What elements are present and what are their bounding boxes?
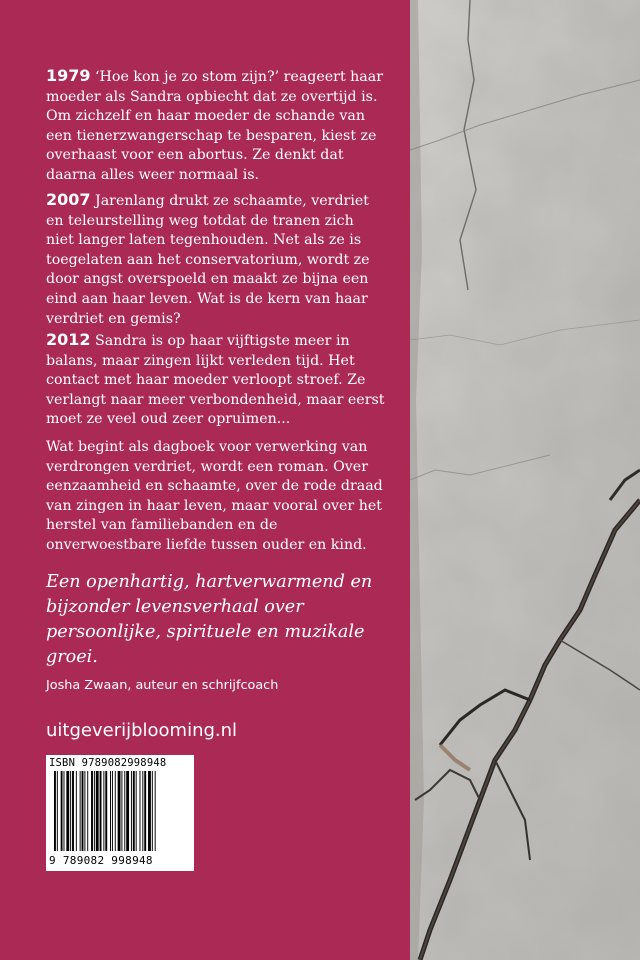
- barcode-bars: [50, 771, 190, 853]
- year-label: 1979: [46, 66, 91, 85]
- barcode-bar: [54, 771, 56, 851]
- paragraph-text: ‘Hoe kon je zo stom zijn?’ reageert haar moeder als Sandra opbiecht dat ze overtijd is. Om zichzelf en haar moeder de schande van een tienerzwangerschap te besparen, kiest ze overhaast voor een abortus. Ze denkt dat daarna alles weer normaal is.: [46, 69, 383, 183]
- paragraph-1979: [46, 66, 386, 186]
- barcode-bar: [82, 771, 84, 851]
- barcode-bar: [91, 771, 93, 851]
- barcode-bar: [96, 771, 99, 851]
- barcode-bar: [84, 771, 85, 851]
- quote-attribution: Josha Zwaan, auteur en schrijfcoach: [46, 678, 279, 693]
- paragraph-text: Sandra is op haar vijftigste meer in balans, maar zingen lijkt verleden tijd. Het contact met haar moeder verloopt stroef. Ze verlangt naar meer verbondenheid, maar eerst moet ze veel oud zeer opruimen...: [46, 333, 385, 428]
- barcode-bar: [112, 771, 113, 851]
- paragraph-2012: [46, 330, 386, 430]
- barcode-bar: [144, 771, 146, 851]
- barcode-bar: [72, 771, 74, 851]
- year-label: 2012: [46, 330, 91, 349]
- barcode-bar: [124, 771, 125, 851]
- barcode-bar: [100, 771, 102, 851]
- cracked-concrete-image: [410, 0, 640, 960]
- barcode-bar: [148, 771, 151, 851]
- barcode-bar: [118, 771, 121, 851]
- barcode-bar: [76, 771, 77, 851]
- barcode-bar: [126, 771, 129, 851]
- isbn-label: ISBN 9789082998948: [49, 757, 167, 769]
- barcode-bar: [64, 771, 65, 851]
- barcode-bar: [110, 771, 111, 851]
- barcode-bar: [136, 771, 137, 851]
- barcode-bar: [105, 771, 107, 851]
- barcode-bar: [57, 771, 58, 851]
- concrete-texture: [410, 0, 640, 960]
- barcode-bar: [155, 771, 156, 851]
- paragraph-text: Jarenlang drukt ze schaamte, verdriet en teleurstelling weg totdat de tranen zich niet langer laten tegenhouden. Net als ze is toegelaten aan het conservatorium, wordt ze door angst overspoeld en maakt ze bijna een eind aan haar leven. Wat is de kern van haar verdriet en gemis?: [46, 193, 370, 327]
- barcode-bar: [103, 771, 104, 851]
- paragraph-summary: [46, 438, 386, 556]
- barcode-bar: [87, 771, 88, 851]
- endorsement-quote: Een openhartig, hartverwarmend en bijzonder levensverhaal over persoonlijke, spirituele en muzikale groei.: [46, 572, 373, 667]
- paragraph-2007: [46, 190, 386, 329]
- year-label: 2007: [46, 190, 91, 209]
- barcode-bar: [131, 771, 132, 851]
- barcode-bar: [140, 771, 141, 851]
- publisher-website[interactable]: uitgeverijblooming.nl: [46, 720, 238, 741]
- barcode-bar: [152, 771, 153, 851]
- barcode-bar: [142, 771, 143, 851]
- barcode-bar: [133, 771, 135, 851]
- paragraph-text: Wat begint als dagboek voor verwerking van verdrongen verdriet, wordt een roman. Over eenzaamheid en schaamte, over de rode draad van zingen in haar leven, maar vooral over het herstel van familiebanden en de onverwoestbare liefde tussen ouder en kind.: [46, 439, 383, 553]
- barcode-bar: [94, 771, 95, 851]
- isbn-barcode: [46, 755, 194, 871]
- barcode-bar: [121, 771, 122, 851]
- isbn-digits: 9 789082 998948: [49, 854, 153, 867]
- barcode-bar: [66, 771, 69, 851]
- barcode-bar: [61, 771, 63, 851]
- barcode-bar: [70, 771, 71, 851]
- barcode-bar: [115, 771, 116, 851]
- barcode-bar: [80, 771, 81, 851]
